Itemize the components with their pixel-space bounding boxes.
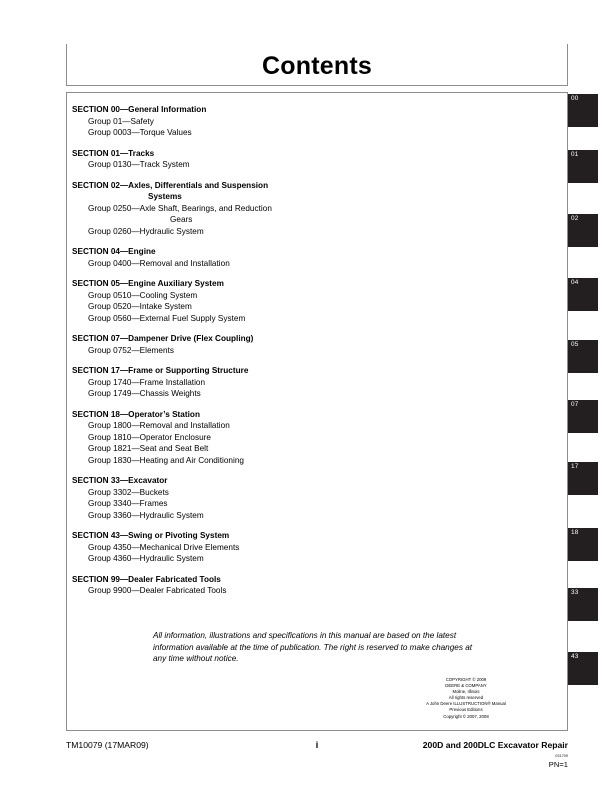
toc-section [72, 333, 402, 356]
toc-group-entry[interactable]: Group 1800—Removal and Installation [88, 421, 230, 430]
toc-section-title[interactable]: SECTION 17—Frame or Supporting Structure [72, 366, 249, 375]
toc-group-entry[interactable]: Group 3340—Frames [88, 499, 168, 508]
footer-page-indicator: i [315, 740, 319, 750]
toc-section-title[interactable]: SECTION 99—Dealer Fabricated Tools [72, 574, 221, 584]
toc-group-entry[interactable]: Group 0400—Removal and Installation [88, 258, 230, 268]
section-tab-18[interactable] [568, 528, 598, 561]
toc-section [72, 180, 402, 238]
copyright-line: All rights reserved [448, 695, 484, 701]
copyright-line: Copyright © 2007, 2008 [443, 713, 489, 719]
toc-section [72, 148, 402, 171]
toc-section-title[interactable]: SECTION 43—Swing or Pivoting System [72, 531, 230, 540]
toc-group-entry[interactable]: Group 4350—Mechanical Drive Elements [88, 542, 240, 552]
section-tab-33[interactable] [568, 588, 598, 621]
toc-group-entry[interactable]: Group 9900—Dealer Fabricated Tools [88, 586, 227, 595]
section-tab-label: 02 [571, 215, 579, 222]
toc-group-entry[interactable]: Group 4360—Hydraulic System [88, 554, 204, 563]
section-tab-04[interactable] [568, 278, 598, 311]
toc-section [72, 104, 402, 139]
section-tab-05[interactable] [568, 340, 598, 373]
toc-section-title[interactable]: SECTION 01—Tracks [72, 148, 155, 158]
footer-revision-code: 031709 [555, 754, 568, 758]
copyright-line: Previous Editions [449, 707, 483, 713]
toc-section-title[interactable]: SECTION 07—Dampener Drive (Flex Coupling) [72, 334, 254, 343]
footer-page-number: PN=1 [548, 760, 568, 769]
toc-section-title[interactable]: SECTION 33—Excavator [72, 476, 168, 485]
disclaimer-text: All information, illustrations and specifications in this manual are based on the latest information available at the time of publication. The right is reserved to make changes at any time without notice. [153, 631, 473, 664]
toc-group-entry[interactable]: Group 3302—Buckets [88, 487, 169, 497]
toc-section [72, 475, 402, 521]
copyright-line: COPYRIGHT © 2009 [445, 677, 487, 682]
toc-group-entry[interactable]: Group 1749—Chassis Weights [88, 389, 201, 398]
section-tab-07[interactable] [568, 400, 598, 433]
section-tab-label: 05 [571, 341, 579, 348]
toc-section [72, 574, 402, 597]
copyright-line: Moline, Illinois [452, 689, 480, 695]
section-tab-17[interactable] [568, 462, 598, 495]
copyright-line: A John Deere ILLUSTRUCTION® Manual [426, 701, 506, 707]
toc-section-title[interactable]: SECTION 18—Operator’s Station [72, 409, 200, 419]
toc-group-entry[interactable]: Group 0510—Cooling System [88, 290, 198, 300]
toc-section [72, 409, 402, 467]
section-tab-02[interactable] [568, 214, 598, 247]
toc-section [72, 278, 402, 324]
footer-manual-title: 200D and 200DLC Excavator Repair [422, 740, 568, 750]
toc-group-entry[interactable]: Group 0752—Elements [88, 345, 174, 355]
section-tab-label: 04 [571, 279, 579, 286]
toc-section-title-continuation: Systems [148, 192, 182, 201]
toc-group-entry[interactable]: Group 1821—Seat and Seat Belt [88, 444, 209, 453]
footer-manual-number: TM10079 (17MAR09) [66, 740, 149, 750]
toc-section-title[interactable]: SECTION 04—Engine [72, 247, 156, 256]
section-tab-label: 43 [571, 653, 579, 660]
toc-group-entry[interactable]: Group 0260—Hydraulic System [88, 226, 204, 236]
toc-group-entry[interactable]: Group 1740—Frame Installation [88, 377, 206, 387]
page-title: Contents [262, 52, 372, 80]
toc-group-entry[interactable]: Group 0520—Intake System [88, 302, 192, 311]
section-tab-label: 33 [571, 589, 579, 596]
toc-group-entry[interactable]: Group 1810—Operator Enclosure [88, 432, 212, 442]
copyright-line: DEERE & COMPANY [445, 683, 487, 689]
section-tab-43[interactable] [568, 652, 598, 685]
toc-group-entry[interactable]: Group 0130—Track System [88, 160, 190, 169]
section-tab-00[interactable] [568, 94, 598, 127]
section-tab-label: 00 [571, 95, 579, 102]
toc-section-title[interactable]: SECTION 05—Engine Auxiliary System [72, 279, 224, 288]
toc-group-entry[interactable]: Group 0560—External Fuel Supply System [88, 313, 246, 323]
toc-section [72, 530, 402, 565]
toc-section-title[interactable]: SECTION 02—Axles, Differentials and Suspension Systems [72, 180, 402, 203]
toc-group-entry[interactable]: Group 0003—Torque Values [88, 128, 192, 137]
section-tab-label: 07 [571, 401, 579, 408]
copyright-block [378, 677, 554, 720]
toc-section [72, 365, 402, 400]
toc-group-entry-continuation: Gears [170, 215, 193, 224]
toc-group-entry[interactable]: Group 3360—Hydraulic System [88, 510, 204, 520]
section-tab-label: 17 [571, 463, 579, 470]
section-tab-label: 01 [571, 151, 579, 158]
toc-group-entry[interactable]: Group 0250—Axle Shaft, Bearings, and Reduction Gears [72, 203, 402, 226]
table-of-contents [72, 104, 402, 597]
section-tab-label: 18 [571, 529, 579, 536]
toc-section [72, 246, 402, 269]
toc-group-entry[interactable]: Group 1830—Heating and Air Conditioning [88, 455, 244, 465]
section-tab-01[interactable] [568, 150, 598, 183]
toc-group-entry[interactable]: Group 01—Safety [88, 116, 154, 126]
toc-section-title[interactable]: SECTION 00—General Information [72, 105, 207, 114]
